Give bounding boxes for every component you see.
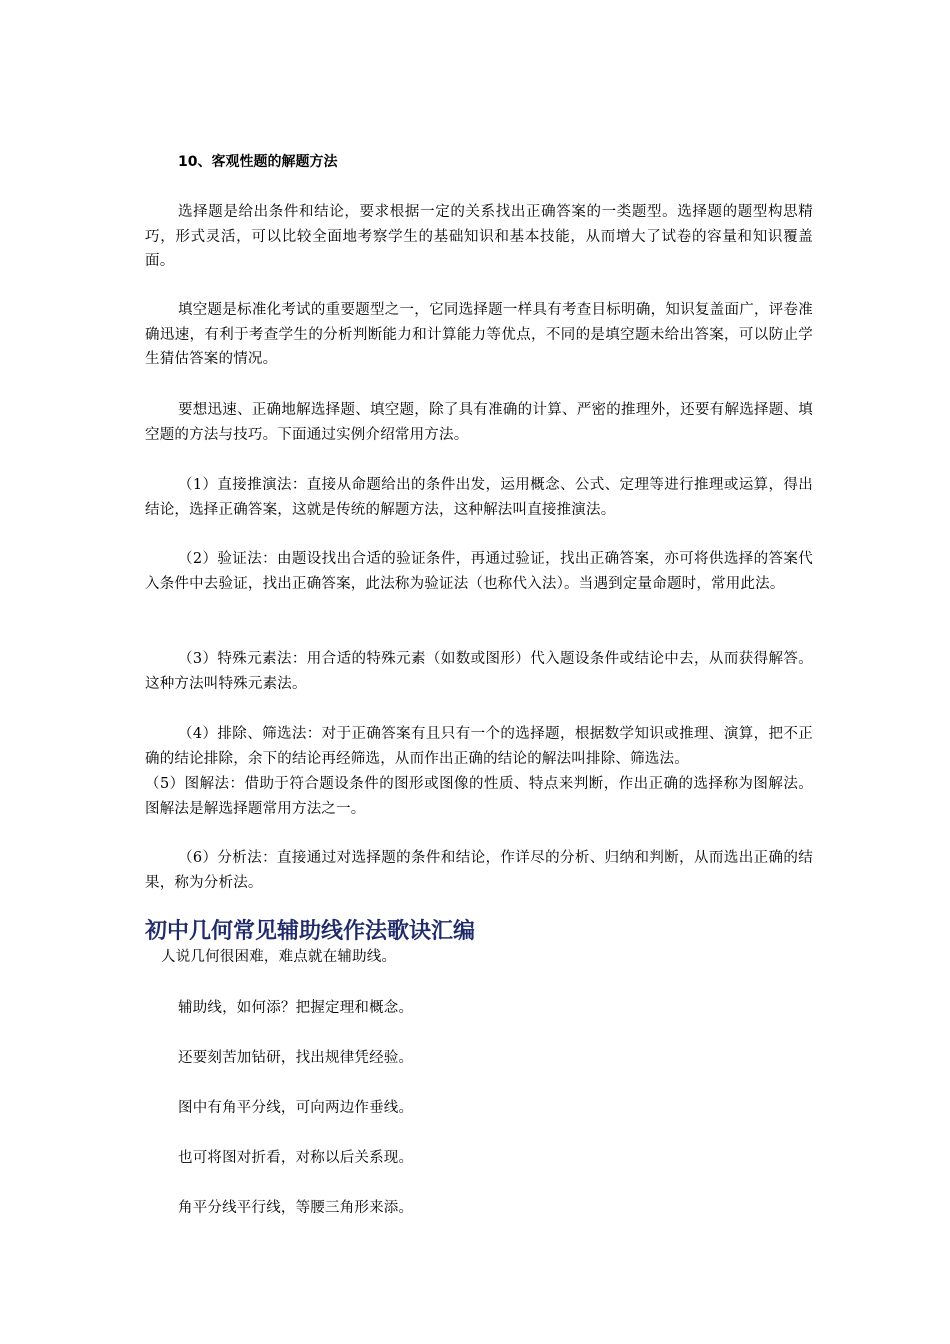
paragraph-methods-intro: 要想迅速、正确地解选择题、填空题，除了具有准确的计算、严密的推理外，还要有解选择题、填空题的方法与技巧。下面通过实例介绍常用方法。	[145, 402, 813, 443]
poem-line: 也可将图对折看，对称以后关系现。	[178, 1150, 414, 1166]
paragraph-method-verify: （2）验证法：由题设找出合适的验证条件，再通过验证，找出正确答案，亦可将供选择的答案代入条件中去验证，找出正确答案，此法称为验证法（也称代入法）。当遇到定量命题时，常用此法。	[145, 551, 813, 592]
paragraph-fill-in-questions: 填空题是标准化考试的重要题型之一，它同选择题一样具有考查目标明确，知识复盖面广，评卷准确迅速，有利于考查学生的分析判断能力和计算能力等优点，不同的是填空题未给出答案，可以防止学生猜估答案的情况。	[145, 302, 813, 367]
paragraph-method-analysis: （6）分析法：直接通过对选择题的条件和结论，作详尽的分析、归纳和判断，从而选出正确的结果，称为分析法。	[145, 850, 813, 891]
poem-line: 图中有角平分线，可向两边作垂线。	[178, 1100, 414, 1116]
poem-title: 初中几何常见辅助线作法歌诀汇编	[145, 919, 476, 944]
poem-line: 角平分线平行线，等腰三角形来添。	[178, 1200, 414, 1216]
paragraph-method-graph: （5）图解法：借助于符合题设条件的图形或图像的性质、特点来判断，作出正确的选择称为图解法。图解法是解选择题常用方法之一。	[145, 776, 813, 817]
paragraph-choice-questions: 选择题是给出条件和结论，要求根据一定的关系找出正确答案的一类题型。选择题的题型构思精巧，形式灵活，可以比较全面地考察学生的基础知识和基本技能，从而增大了试卷的容量和知识覆盖面。	[145, 204, 813, 269]
section-heading: 10、客观性题的解题方法	[178, 154, 338, 170]
paragraph-method-direct: （1）直接推演法：直接从命题给出的条件出发，运用概念、公式、定理等进行推理或运算，得出结论，选择正确答案，这就是传统的解题方法，这种解法叫直接推演法。	[145, 477, 813, 518]
paragraph-method-special: （3）特殊元素法：用合适的特殊元素（如数或图形）代入题设条件或结论中去，从而获得解答。这种方法叫特殊元素法。	[145, 651, 813, 692]
poem-line: 辅助线，如何添？把握定理和概念。	[178, 1000, 414, 1016]
poem-line: 还要刻苦加钻研，找出规律凭经验。	[178, 1050, 414, 1066]
paragraph-method-exclude: （4）排除、筛选法：对于正确答案有且只有一个的选择题，根据数学知识或推理、演算，把不正确的结论排除，余下的结论再经筛选，从而作出正确的结论的解法叫排除、筛选法。	[145, 726, 813, 767]
poem-line: 人说几何很困难，难点就在辅助线。	[161, 949, 397, 965]
